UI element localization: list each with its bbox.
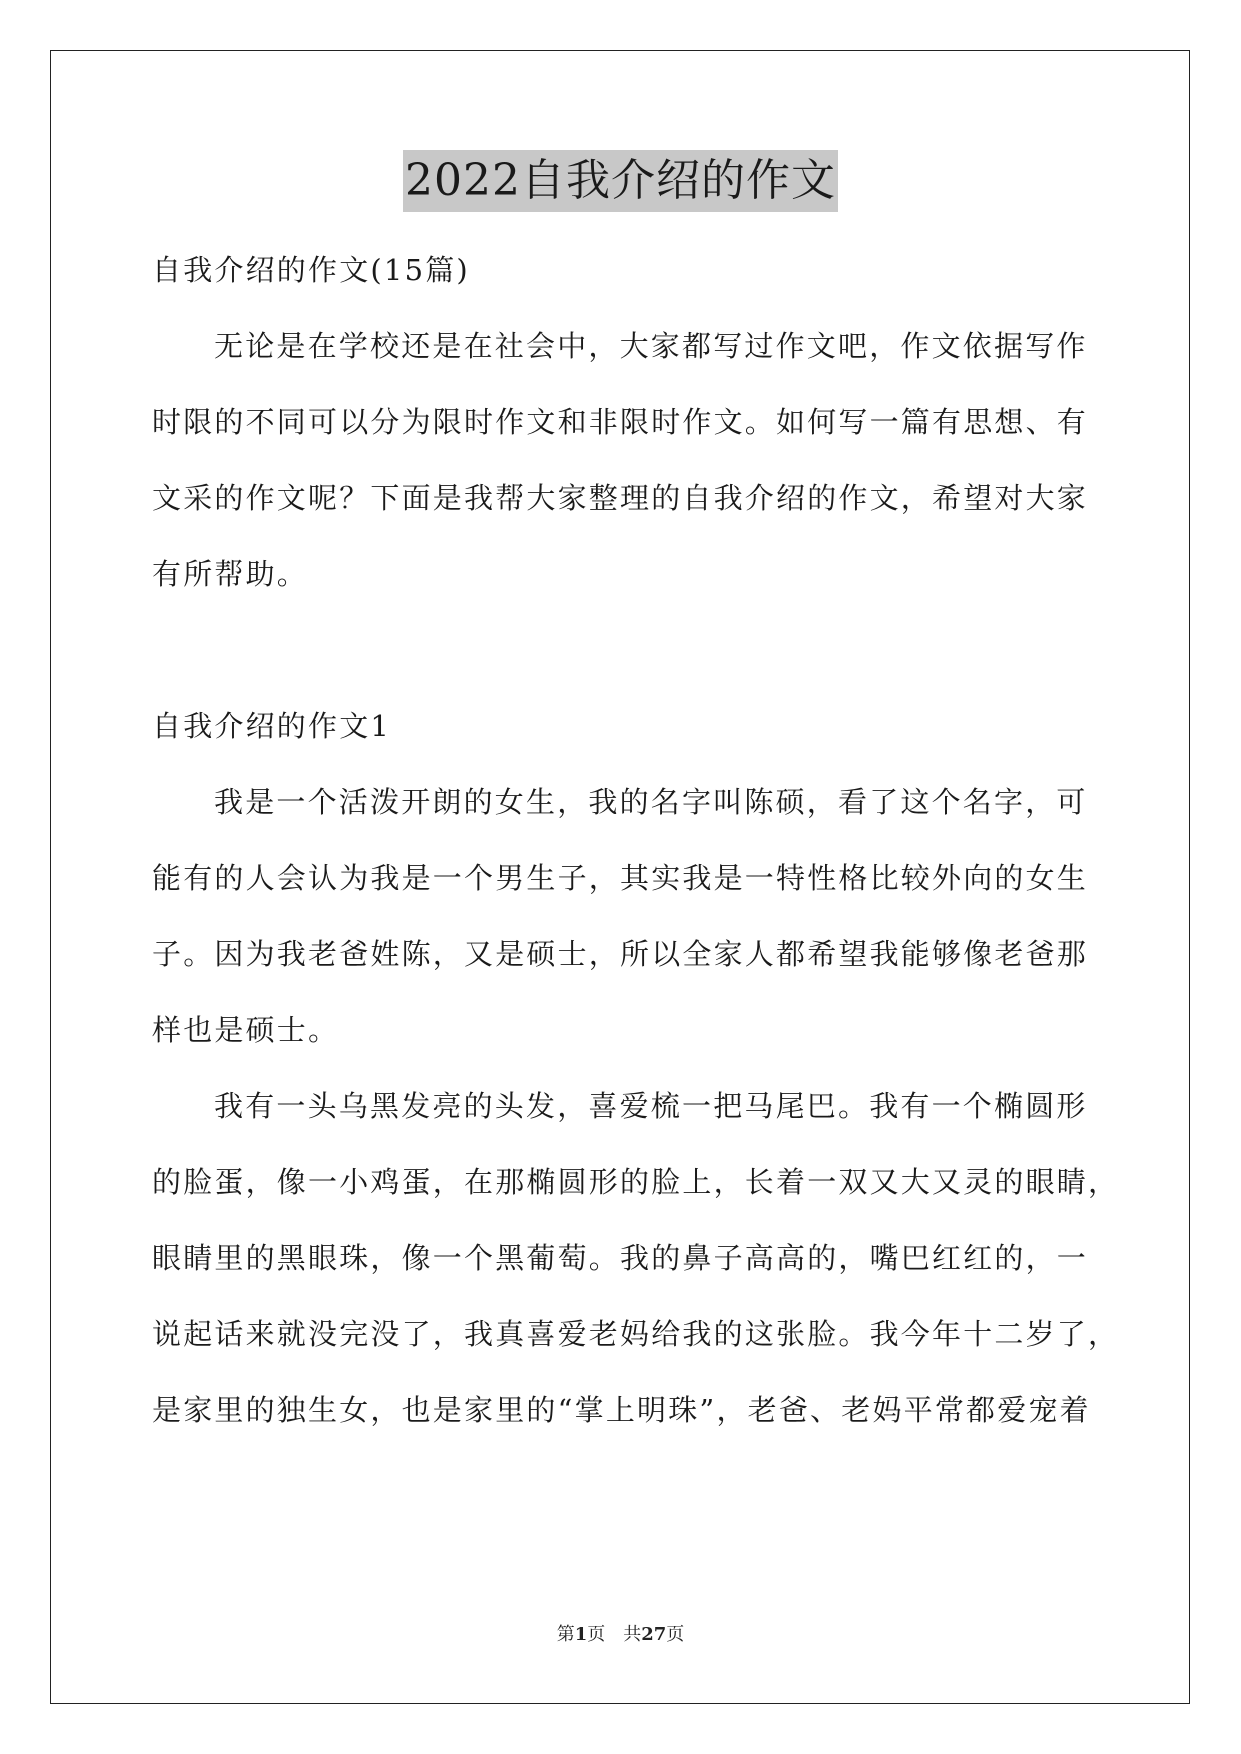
section-heading: 自我介绍的作文1 (152, 709, 392, 743)
paragraph-line: 样也是硕士。 (152, 1013, 340, 1047)
intro-line: 文采的作文呢？下面是我帮大家整理的自我介绍的作文，希望对大家 (152, 481, 1089, 515)
subtitle: 自我介绍的作文(15篇) (152, 253, 470, 287)
page-footer (0, 1620, 1241, 1646)
blank-line (152, 612, 1092, 688)
paragraph-line: 是家里的独生女，也是家里的“掌上明珠”，老爸、老妈平常都爱宠着 (152, 1393, 1091, 1427)
footer-page-number: 1 (574, 1624, 588, 1645)
document-title: 2022自我介绍的作文 (403, 150, 838, 212)
footer-total-pages: 27 (641, 1624, 667, 1645)
title-container (0, 150, 1241, 212)
footer-prefix: 第 (556, 1624, 575, 1645)
paragraph-line: 眼睛里的黑眼珠，像一个黑葡萄。我的鼻子高高的，嘴巴红红的，一 (152, 1241, 1089, 1275)
intro-line: 无论是在学校还是在社会中，大家都写过作文吧，作文依据写作 (214, 329, 1088, 363)
intro-line: 有所帮助。 (152, 557, 309, 591)
paragraph-line: 能有的人会认为我是一个男生子，其实我是一特性格比较外向的女生 (152, 861, 1089, 895)
footer-middle: 页 共 (587, 1624, 642, 1645)
paragraph-line: 子。因为我老爸姓陈，又是硕士，所以全家人都希望我能够像老爸那 (152, 937, 1089, 971)
paragraph-line: 说起话来就没完没了，我真喜爱老妈给我的这张脸。我今年十二岁了， (152, 1317, 1120, 1351)
paragraph-line: 的脸蛋，像一小鸡蛋，在那椭圆形的脸上，长着一双又大又灵的眼睛， (152, 1165, 1120, 1199)
intro-line: 时限的不同可以分为限时作文和非限时作文。如何写一篇有思想、有 (152, 405, 1089, 439)
footer-suffix: 页 (666, 1624, 685, 1645)
paragraph-line: 我有一头乌黑发亮的头发，喜爱梳一把马尾巴。我有一个椭圆形 (214, 1089, 1088, 1123)
document-body (152, 232, 1120, 1448)
paragraph-line: 我是一个活泼开朗的女生，我的名字叫陈硕，看了这个名字，可 (214, 785, 1088, 819)
